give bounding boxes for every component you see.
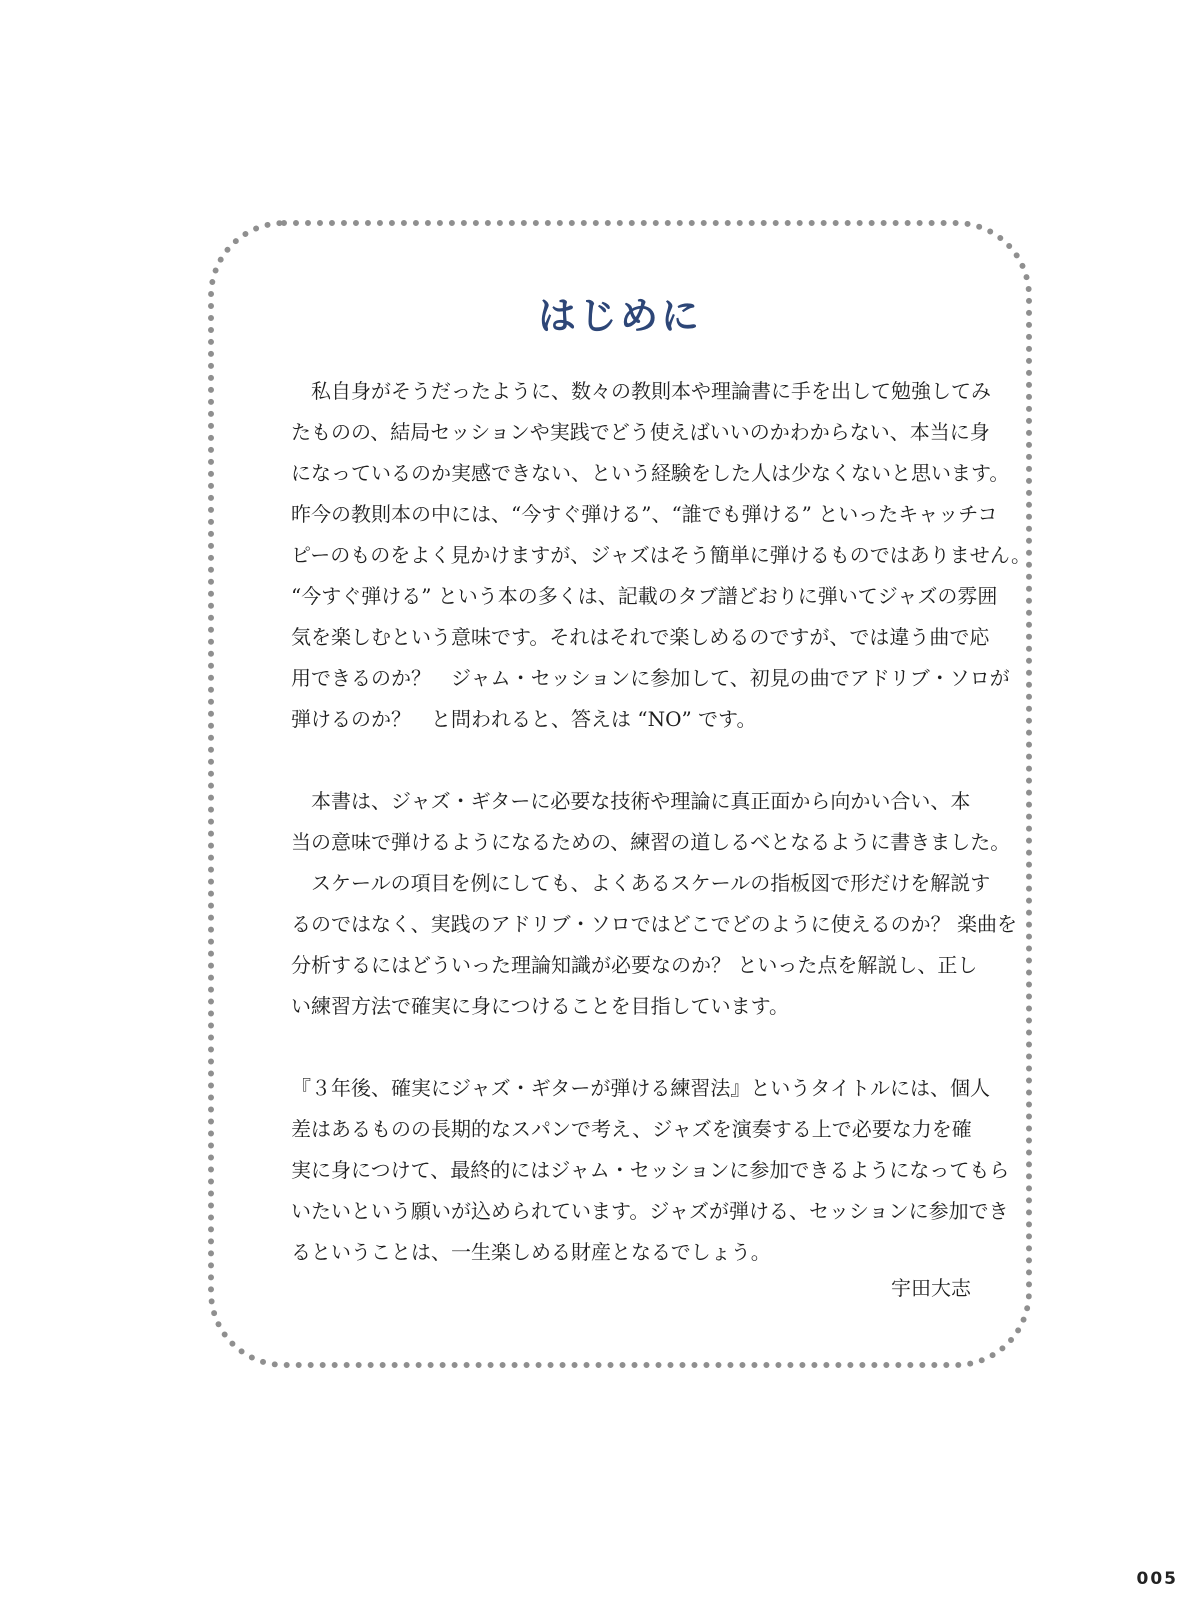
paragraph-1 bbox=[291, 371, 1031, 740]
text-line: スケールの項目を例にしても、よくあるスケールの指板図で形だけを解説す bbox=[291, 871, 991, 895]
text-line: 私自身がそうだったように、数々の教則本や理論書に手を出して勉強してみ bbox=[291, 379, 991, 403]
text-line: 弾けるのか？ と問われると、答えは “NO” です。 bbox=[291, 707, 757, 731]
text-line: 用できるのか？ ジャム・セッションに参加して、初見の曲でアドリブ・ソロが bbox=[291, 666, 1010, 690]
text-line: 昨今の教則本の中には、“今すぐ弾ける”、“誰でも弾ける” といったキャッチコ bbox=[291, 502, 998, 526]
text-line: になっているのか実感できない、という経験をした人は少なくないと思います。 bbox=[291, 461, 1010, 485]
text-line: い練習方法で確実に身につけることを目指しています。 bbox=[291, 994, 789, 1018]
page-number: 005 bbox=[1136, 1569, 1178, 1589]
text-line: るのではなく、実践のアドリブ・ソロではどこでどのように使えるのか？ 楽曲を bbox=[291, 912, 1017, 936]
body-text bbox=[291, 371, 1031, 1314]
text-line: るということは、一生楽しめる財産となるでしょう。 bbox=[291, 1240, 771, 1264]
text-line: ピーのものをよく見かけますが、ジャズはそう簡単に弾けるものではありません。 bbox=[291, 543, 1031, 567]
text-line: “今すぐ弾ける” という本の多くは、記載のタブ譜どおりに弾いてジャズの雰囲 bbox=[291, 584, 998, 608]
paragraph-3 bbox=[291, 1068, 1010, 1273]
text-line: いたいという願いが込められています。ジャズが弾ける、セッションに参加でき bbox=[291, 1199, 1009, 1223]
page-title: はじめに bbox=[537, 294, 702, 338]
text-line: 当の意味で弾けるようになるための、練習の道しるべとなるように書きました。 bbox=[291, 830, 1011, 854]
text-line: 気を楽しむという意味です。それはそれで楽しめるのですが、では違う曲で応 bbox=[291, 625, 990, 649]
text-line: 分析するにはどういった理論知識が必要なのか？ といった点を解説し、正し bbox=[291, 953, 978, 977]
text-line: 『３年後、確実にジャズ・ギターが弾ける練習法』というタイトルには、個人 bbox=[291, 1076, 990, 1100]
text-line: 本書は、ジャズ・ギターに必要な技術や理論に真正面から向かい合い、本 bbox=[291, 789, 971, 813]
paragraph-2 bbox=[291, 781, 1017, 1027]
text-line: 実に身につけて、最終的にはジャム・セッションに参加できるようになってもら bbox=[291, 1158, 1010, 1182]
text-line: たものの、結局セッションや実践でどう使えばいいのかわからない、本当に身 bbox=[291, 420, 990, 444]
author-signature: 宇田大志 bbox=[891, 1276, 971, 1300]
text-line: 差はあるものの長期的なスパンで考え、ジャズを演奏する上で必要な力を確 bbox=[291, 1117, 972, 1141]
